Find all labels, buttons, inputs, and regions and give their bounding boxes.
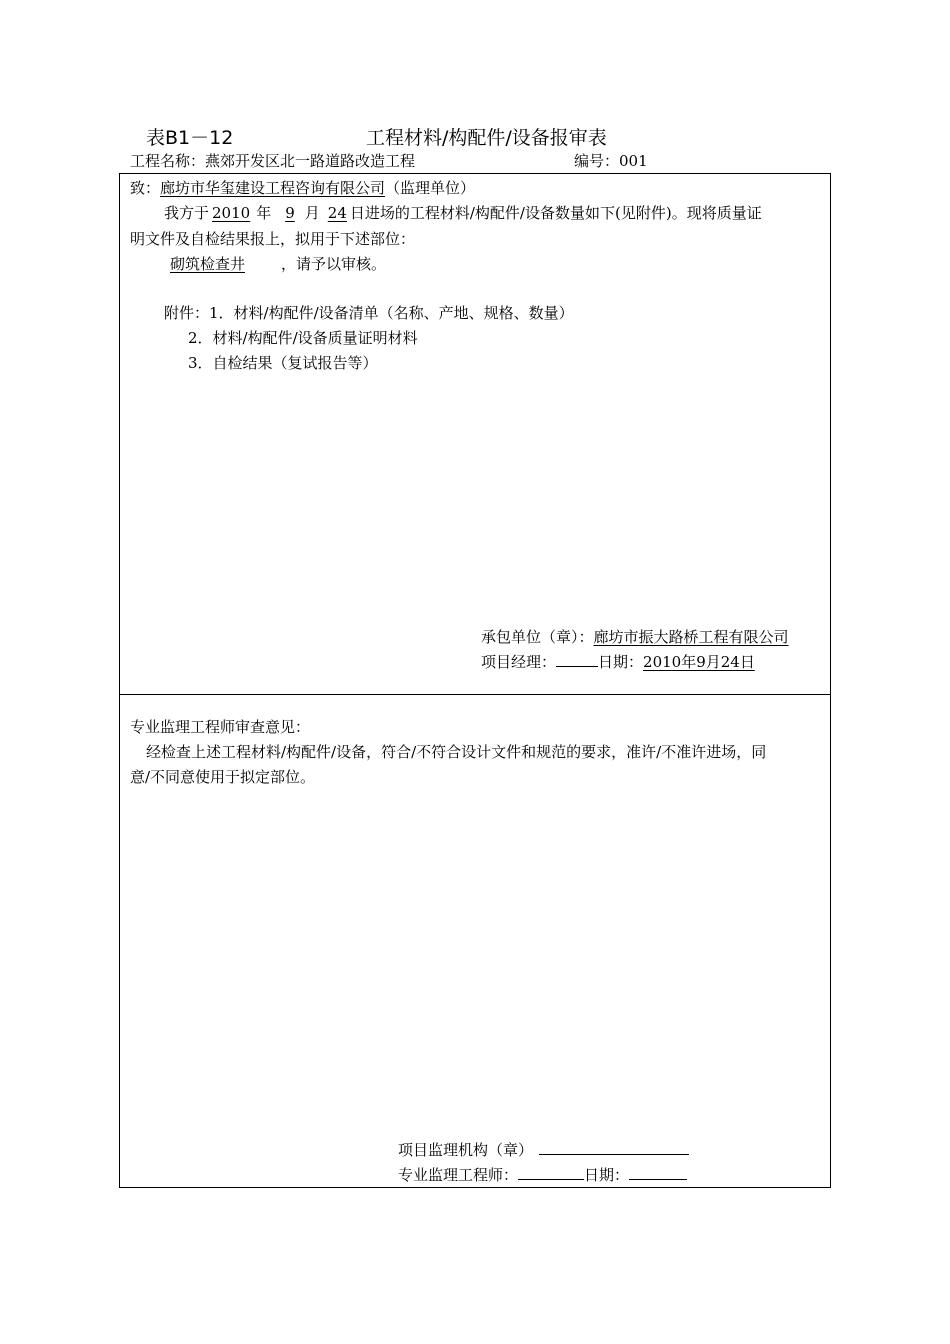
addressee-line [130, 178, 475, 198]
project-name: 燕郊开发区北一路道路改造工程 [205, 152, 416, 170]
form-code: 表B1－12 [146, 127, 234, 149]
opinion-line2: 意/不同意使用于拟定部位。 [130, 768, 316, 786]
number-label: 编号： [574, 152, 620, 170]
contractor-line [481, 627, 789, 647]
entry-day: 24 [327, 204, 347, 222]
to-label: 致： [130, 179, 161, 197]
location-value: 砌筑检查井 [170, 255, 246, 273]
number-value: 001 [619, 152, 648, 170]
attachment-3: 3．自检结果（复试报告等） [188, 354, 378, 372]
engineer-label: 专业监理工程师： [398, 1166, 519, 1184]
opinion-line1: 经检查上述工程材料/构配件/设备，符合/不符合设计文件和规范的要求，准许/不准许进场，同 [146, 743, 767, 761]
entry-year: 2010 [212, 204, 251, 222]
year-unit: 年 [256, 204, 272, 222]
manager-label: 项目经理： [481, 653, 557, 671]
engineer-line [398, 1165, 687, 1185]
manager-signature-blank [556, 652, 598, 667]
p1-prefix: 我方于 [164, 204, 210, 222]
p1-line2: 明文件及自检结果报上，拟用于下述部位： [130, 230, 416, 248]
org-seal-blank [539, 1140, 689, 1155]
date-value: 2010年9月24日 [643, 653, 755, 671]
contractor-name: 廊坊市振大路桥工程有限公司 [593, 628, 789, 646]
review-date-blank [629, 1165, 687, 1180]
manager-line [481, 652, 755, 672]
entry-date-line [164, 203, 762, 223]
form-title: 工程材料/构配件/设备报审表 [366, 127, 607, 149]
attach-label: 附件： [164, 304, 210, 322]
attachment-2: 2．材料/构配件/设备质量证明材料 [188, 329, 418, 347]
location-suffix: ，请予以审核。 [281, 255, 387, 273]
attachment-1: 附件：1．材料/构配件/设备清单（名称、产地、规格、数量） [164, 304, 574, 322]
opinion-label: 专业监理工程师审查意见： [130, 718, 311, 736]
engineer-signature-blank [518, 1165, 584, 1180]
supervisor-suffix: （监理单位） [385, 179, 476, 197]
project-label: 工程名称： [130, 152, 206, 170]
date-label: 日期： [598, 653, 644, 671]
p1-suffix: 日进场的工程材料/构配件/设备数量如下(见附件)。现将质量证 [349, 204, 762, 222]
supervisor-company: 廊坊市华玺建设工程咨询有限公司 [160, 179, 386, 197]
entry-month: 9 [285, 204, 295, 222]
number-row [574, 151, 648, 171]
org-label: 项目监理机构（章） [398, 1141, 534, 1159]
month-unit: 月 [304, 204, 320, 222]
project-name-row [130, 151, 415, 171]
contractor-label: 承包单位（章）： [481, 628, 594, 646]
review-date-label: 日期： [584, 1166, 630, 1184]
application-section [119, 173, 831, 695]
org-line [398, 1140, 689, 1160]
location-line [130, 254, 386, 274]
